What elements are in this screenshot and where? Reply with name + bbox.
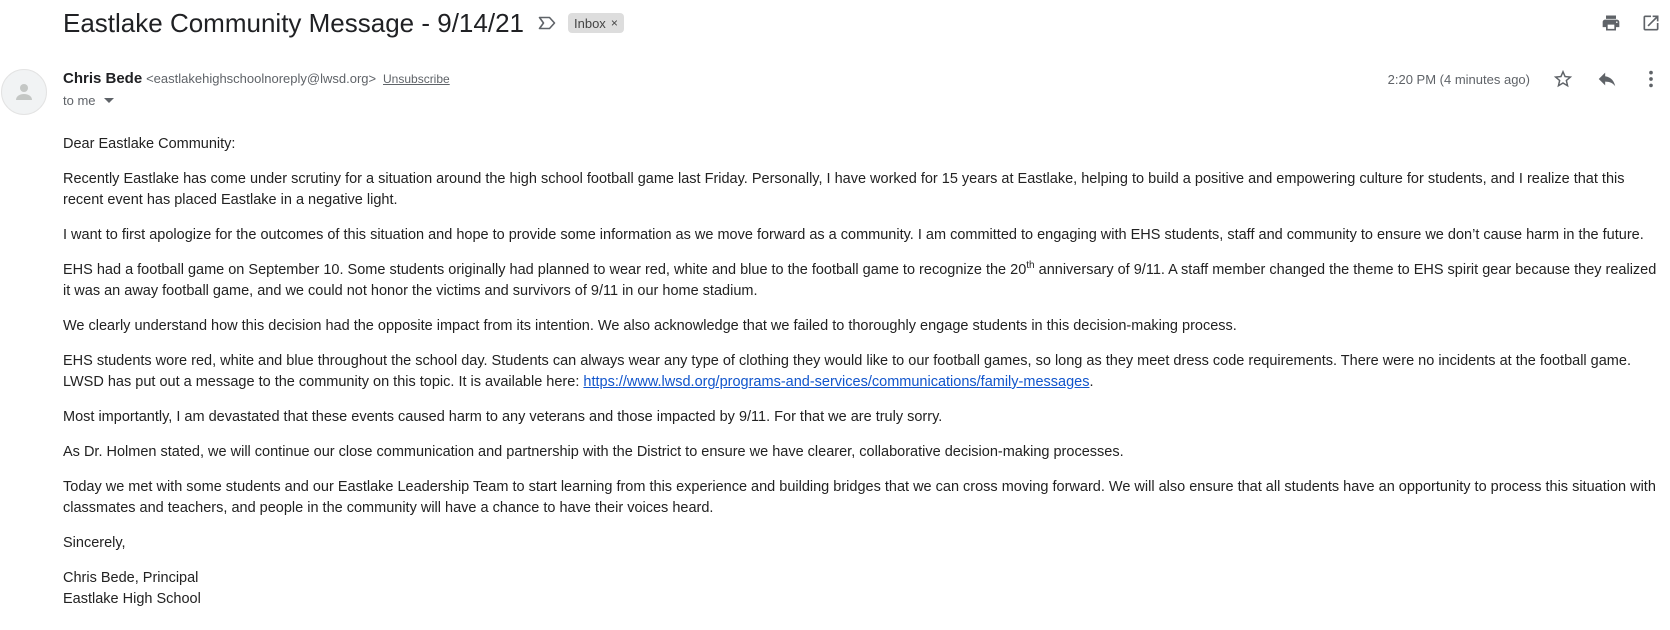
person-icon (12, 80, 36, 104)
signature-line-2: Eastlake High School (63, 591, 201, 607)
ordinal-superscript: th (1026, 260, 1035, 272)
inbox-label-chip (568, 13, 624, 33)
sender-row (63, 70, 450, 87)
label-outline-icon[interactable] (538, 14, 556, 32)
body-paragraph-8: Today we met with some students and our Eastlake Leadership Team to start learning from this experience and building bridges that we can cross moving forward. We will also ensure that all students have an opportunity to process this situation with classmates and teachers, and people in the community will have a chance to have their voices heard. (63, 479, 1656, 516)
paragraph-3-text-start: EHS had a football game on September 10. Some students originally had planned to wear red, white and blue to the football game to recognize the 20 (63, 262, 1027, 278)
paragraph-5-text-end: . (1089, 374, 1094, 390)
recipient-details-toggle[interactable] (63, 93, 114, 108)
sender-email: <eastlakehighschoolnoreply@lwsd.org> (146, 71, 377, 86)
reply-icon[interactable] (1596, 68, 1618, 90)
greeting: Dear Eastlake Community: (63, 136, 236, 152)
unsubscribe-link[interactable]: Unsubscribe (383, 72, 450, 86)
sender-name[interactable]: Chris Bede (63, 70, 143, 87)
open-in-new-icon[interactable] (1640, 12, 1662, 34)
body-paragraph-3 (63, 260, 1661, 302)
remove-label-button[interactable]: × (610, 16, 618, 30)
subject-row (63, 6, 1670, 40)
message-meta (1388, 68, 1662, 90)
sender-avatar (1, 69, 47, 115)
print-icon[interactable] (1600, 12, 1622, 34)
body-paragraph-1: Recently Eastlake has come under scrutiny for a situation around the high school football game last Friday. Personally, I have worked for 15 years at Eastlake, helping to build a positive and empowering culture for students, and I realize that this recent event has placed Eastlake in a negative light. (63, 171, 1625, 208)
email-body (63, 134, 1661, 624)
more-vert-icon[interactable] (1640, 68, 1662, 90)
body-paragraph-4: We clearly understand how this decision had the opposite impact from its intention. We also acknowledge that we failed to thoroughly engage students in this decision-making process. (63, 318, 1237, 334)
message-actions (1552, 68, 1662, 90)
signature (63, 568, 1661, 610)
paragraph-5-text-start: EHS students wore red, white and blue throughout the school day. Students can always wear any type of clothing they would like to our football games, so long as they meet dress code requirements. There were no incidents at the football game. LWSD has put out a message to the community on this topic. It is available here: (63, 353, 1631, 390)
star-outline-icon[interactable] (1552, 68, 1574, 90)
body-paragraph-6: Most importantly, I am devastated that these events caused harm to any veterans and those impacted by 9/11. For that we are truly sorry. (63, 409, 943, 425)
body-paragraph-7: As Dr. Holmen stated, we will continue our close communication and partnership with the District to ensure we have clearer, collaborative decision-making processes. (63, 444, 1124, 460)
body-paragraph-2: I want to first apologize for the outcomes of this situation and hope to provide some information as we move forward as a community. I am committed to engaging with EHS students, staff and community to ensure we don’t cause harm in the future. (63, 227, 1644, 243)
email-subject: Eastlake Community Message - 9/14/21 (63, 7, 524, 38)
chevron-down-icon (104, 98, 114, 103)
recipient-text: to me (63, 93, 96, 108)
message-timestamp: 2:20 PM (4 minutes ago) (1387, 71, 1530, 87)
closing: Sincerely, (63, 535, 126, 551)
paragraph-3-text-end: anniversary of 9/11. A staff member changed the theme to EHS spirit gear because they realized it was an away football game, and we could not honor the victims and survivors of 9/11 in our home stadium. (63, 262, 1657, 299)
family-messages-link[interactable]: https://www.lwsd.org/programs-and-services/communications/family-messages (583, 374, 1090, 390)
top-actions (1600, 12, 1662, 34)
body-paragraph-5 (63, 351, 1661, 393)
inbox-label-text: Inbox (574, 15, 606, 31)
signature-line-1: Chris Bede, Principal (63, 570, 199, 586)
